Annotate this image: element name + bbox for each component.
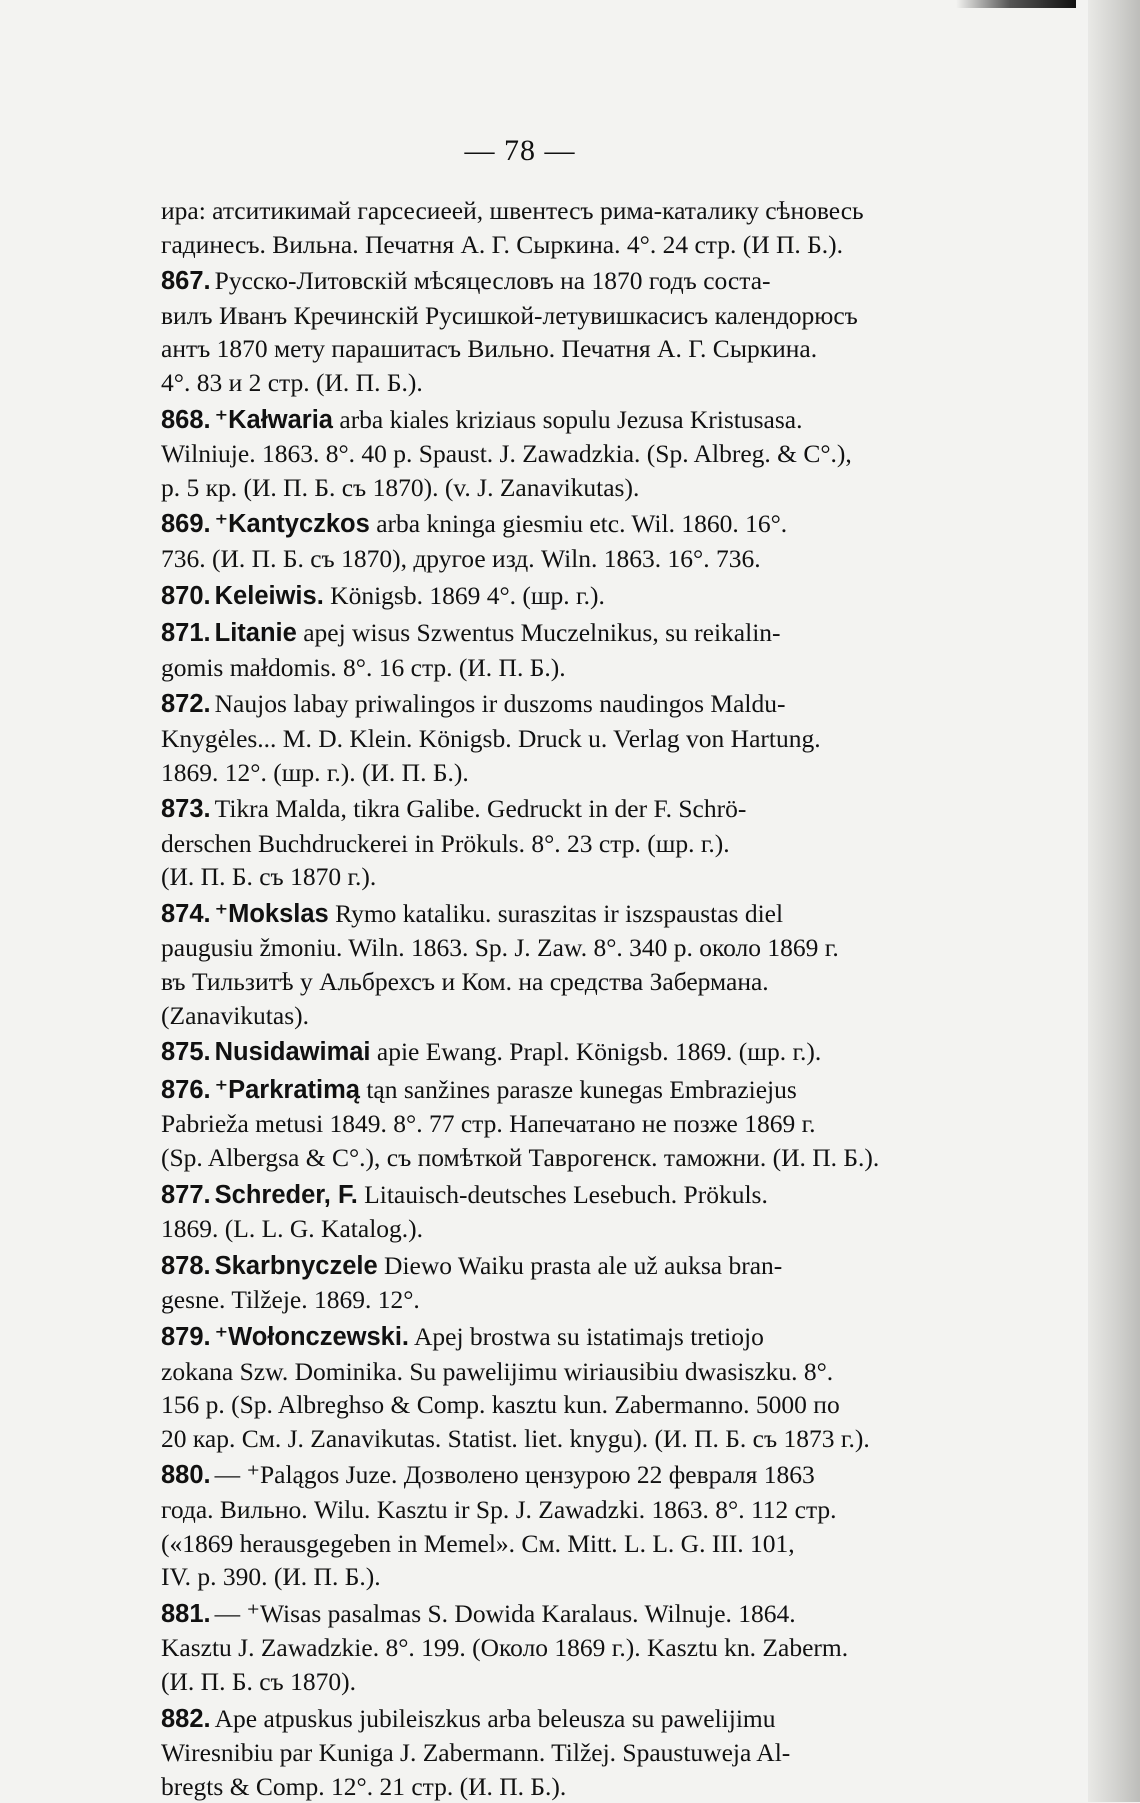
entry-number: 878.	[161, 1251, 211, 1280]
entry-text: Naujos labay priwalingos ir duszoms naudingos Maldu-	[214, 689, 786, 719]
entry-text: Apej brostwa su istatimajs tretiojo	[413, 1322, 764, 1351]
entry-text: Русско-Литовскій мѣсяцесловъ на 1870 годъ соста-	[214, 266, 771, 296]
entry-title: Skarbnyczele	[214, 1251, 378, 1280]
entry-line	[161, 1597, 961, 1632]
catalog-entry	[161, 897, 961, 1032]
entry-title: ⁺Kantyczkos	[214, 510, 370, 539]
entry-text: 20 кар. См. J. Zanavikutas. Statist. liet. knygu). (И. П. Б. съ 1873 г.).	[161, 1423, 870, 1453]
catalog-text	[161, 194, 961, 1803]
page-number: — 78 —	[464, 134, 576, 167]
entry-title: Litanie	[214, 619, 297, 648]
entry-line	[161, 897, 961, 932]
entry-line	[161, 542, 961, 576]
entry-title: Nusidawimai	[214, 1038, 371, 1067]
entry-line	[161, 1212, 961, 1246]
catalog-entry	[161, 1458, 961, 1593]
entry-text: вилъ Иванъ Кречинскій Русишкой-летувишкасисъ календорюсъ	[161, 300, 858, 330]
entry-text: 1869. 12°. (шр. г.). (И. П. Б.).	[161, 757, 469, 787]
entry-line	[161, 1458, 961, 1493]
catalog-entry	[161, 264, 961, 399]
entry-line	[161, 194, 961, 228]
entry-text: paugusiu žmoniu. Wiln. 1863. Sp. J. Zaw. 8°. 340 р. около 1869 г.	[161, 933, 839, 963]
entry-text: Litauisch-deutsches Lesebuch. Prökuls.	[364, 1179, 768, 1209]
entry-title: Schreder, F.	[214, 1180, 358, 1209]
entry-text: 1869. (L. L. G. Katalog.).	[161, 1214, 424, 1244]
entry-number: 881.	[161, 1599, 211, 1628]
catalog-entry	[161, 1702, 961, 1803]
entry-number: 871.	[161, 619, 211, 648]
entry-line	[161, 1702, 961, 1737]
entry-line	[161, 651, 961, 685]
entry-text: (Zanavikutas).	[161, 1000, 309, 1030]
entry-text: антъ 1870 мету парашитасъ Вильно. Печатня А. Г. Сыркина.	[161, 334, 818, 364]
entry-title: Keleiwis.	[214, 581, 324, 610]
entry-line	[161, 1527, 961, 1561]
entry-line	[161, 299, 961, 333]
entry-text: Tikra Malda, tikra Galibe. Gedruckt in der F. Schrö-	[214, 794, 747, 824]
entry-title: ⁺Parkratimą	[214, 1075, 360, 1104]
entry-text: года. Вильно. Wilu. Kasztu ir Sp. J. Zawadzki. 1863. 8°. 112 стр.	[161, 1494, 837, 1524]
entry-line	[161, 471, 961, 505]
entry-line	[161, 1107, 961, 1141]
catalog-entry	[161, 1597, 961, 1699]
entry-number: 867.	[161, 267, 211, 296]
entry-line	[161, 366, 961, 400]
entry-line	[161, 1249, 961, 1284]
entry-line	[161, 1141, 961, 1175]
catalog-entry	[161, 403, 961, 505]
catalog-entry	[161, 687, 961, 789]
entry-line	[161, 1631, 961, 1665]
entry-text: apej wisus Szwentus Muczelnikus, su reikalin-	[303, 618, 781, 648]
entry-line	[161, 792, 961, 827]
entry-text: arba kiales kriziaus sopulu Jezusa Kristusasa.	[339, 404, 803, 434]
entry-text: въ Тильзитѣ у Альбрехсъ и Ком. на средства Забермана.	[161, 967, 769, 997]
entry-line	[161, 1035, 961, 1070]
entry-text: Knygėles... M. D. Klein. Königsb. Druck u. Verlag von Hartung.	[161, 723, 821, 753]
entry-line	[161, 756, 961, 790]
scan-edge-shadow	[1088, 0, 1140, 1802]
entry-line	[161, 1422, 961, 1456]
entry-text: Königsb. 1869 4°. (шр. г.).	[330, 580, 605, 610]
entry-line	[161, 827, 961, 861]
entry-number: 874.	[161, 899, 211, 928]
entry-text: apie Ewang. Prapl. Königsb. 1869. (шр. г.).	[376, 1037, 822, 1067]
entry-text: ира: атситикимай гарсесиеей, швентесъ рима-каталику сѣновесь	[161, 196, 864, 225]
entry-number: 877.	[161, 1180, 211, 1209]
entry-line	[161, 1770, 961, 1803]
entry-number: 876.	[161, 1075, 211, 1104]
entry-text: Kasztu J. Zawadzkie. 8°. 199. (Около 1869 г.). Kasztu kn. Zaberm.	[161, 1633, 849, 1663]
entry-line	[161, 1320, 961, 1355]
entry-number: 868.	[161, 405, 211, 434]
entry-text: p. 5 кр. (И. П. Б. съ 1870). (v. J. Zanavikutas).	[161, 472, 640, 502]
entry-text: IV. p. 390. (И. П. Б.).	[161, 1562, 381, 1592]
entry-line	[161, 403, 961, 438]
entry-text: Wilniuje. 1863. 8°. 40 p. Spaust. J. Zawadzkia. (Sp. Albreg. & C°.),	[161, 439, 852, 469]
entry-line	[161, 722, 961, 756]
entry-line	[161, 860, 961, 894]
entry-line	[161, 1665, 961, 1699]
catalog-entry	[161, 792, 961, 894]
entry-number: 869.	[161, 510, 211, 539]
entry-line	[161, 264, 961, 299]
entry-line	[161, 1493, 961, 1527]
entry-line	[161, 332, 961, 366]
entry-text: zokana Szw. Dominika. Su pawelijimu wiriausibiu dwasiszku. 8°.	[161, 1356, 834, 1386]
entry-text: (И. П. Б. съ 1870 г.).	[161, 862, 377, 892]
scan-smudge	[956, 0, 1076, 8]
entry-number: 873.	[161, 795, 211, 824]
entry-text: bregts & Comp. 12°. 21 стр. (И. П. Б.).	[161, 1771, 567, 1801]
catalog-entry	[161, 1035, 961, 1070]
entry-text: — ⁺Palągos Juze. Дозволено цензурою 22 февраля 1863	[214, 1460, 815, 1490]
entry-line	[161, 1560, 961, 1594]
entry-line	[161, 999, 961, 1033]
entry-number: 875.	[161, 1038, 211, 1067]
entry-number: 880.	[161, 1461, 211, 1490]
entry-text: Ape atpuskus jubileiszkus arba beleusza su pawelijimu	[214, 1703, 776, 1733]
entry-text: 156 p. (Sp. Albreghso & Comp. kasztu kun. Zabermanno. 5000 по	[161, 1390, 840, 1420]
catalog-entry	[161, 1178, 961, 1246]
catalog-entry	[161, 1073, 961, 1175]
entry-text: gomis małdomis. 8°. 16 стр. (И. П. Б.).	[161, 652, 566, 682]
entry-number: 882.	[161, 1704, 211, 1733]
entry-title: ⁺Kałwaria	[214, 405, 333, 434]
entry-text: 736. (И. П. Б. съ 1870), другое изд. Wiln. 1863. 16°. 736.	[161, 543, 761, 573]
catalog-entry	[161, 1320, 961, 1455]
entry-text: Diewo Waiku prasta ale už auksa bran-	[384, 1250, 783, 1280]
entry-text: 4°. 83 и 2 стр. (И. П. Б.).	[161, 367, 423, 397]
entry-title: ⁺Mokslas	[214, 899, 329, 928]
entry-line	[161, 965, 961, 999]
entry-line	[161, 616, 961, 651]
entry-text: гадинесъ. Вильна. Печатня А. Г. Сыркина. 4°. 24 стр. (И П. Б.).	[161, 229, 844, 259]
entry-line	[161, 1388, 961, 1422]
entry-line	[161, 1073, 961, 1108]
entry-line	[161, 579, 961, 614]
entry-text: (И. П. Б. съ 1870).	[161, 1666, 356, 1696]
catalog-entry	[161, 194, 961, 261]
catalog-entry	[161, 616, 961, 684]
entry-number: 872.	[161, 690, 211, 719]
entry-number: 879.	[161, 1323, 211, 1351]
entry-line	[161, 228, 961, 262]
catalog-entry	[161, 579, 961, 614]
entry-text: («1869 herausgegeben in Memel». См. Mitt. L. L. G. III. 101,	[161, 1528, 795, 1558]
entry-line	[161, 1355, 961, 1389]
catalog-entry	[161, 507, 961, 575]
entry-line	[161, 1178, 961, 1213]
entry-line	[161, 1283, 961, 1317]
entry-text: — ⁺Wisas pasalmas S. Dowida Karalaus. Wilnuje. 1864.	[214, 1598, 796, 1628]
entry-text: tąn sanžines parasze kunegas Embraziejus	[366, 1074, 797, 1104]
entry-line	[161, 437, 961, 471]
entry-number: 870.	[161, 581, 211, 610]
entry-text: Pabrieža metusi 1849. 8°. 77 стр. Напечатано не позже 1869 г.	[161, 1109, 816, 1139]
entry-text: Wiresnibiu par Kuniga J. Zabermann. Tilžej. Spaustuweja Al-	[161, 1738, 791, 1768]
entry-title: ⁺Wołonczewski.	[214, 1323, 410, 1351]
entry-line	[161, 1736, 961, 1770]
entry-line	[161, 507, 961, 542]
entry-line	[161, 687, 961, 722]
entry-text: derschen Buchdruckerei in Prökuls. 8°. 23 стр. (шр. г.).	[161, 828, 730, 858]
entry-text: Rymo kataliku. suraszitas ir iszspaustas diel	[335, 898, 784, 928]
catalog-entry	[161, 1249, 961, 1317]
entry-text: (Sp. Albergsa & C°.), съ помѣткой Таврогенск. таможни. (И. П. Б.).	[161, 1143, 880, 1173]
entry-text: arba kninga giesmiu etc. Wil. 1860. 16°.	[376, 509, 788, 539]
entry-text: gesne. Tilžeje. 1869. 12°.	[161, 1285, 420, 1315]
entry-line	[161, 931, 961, 965]
